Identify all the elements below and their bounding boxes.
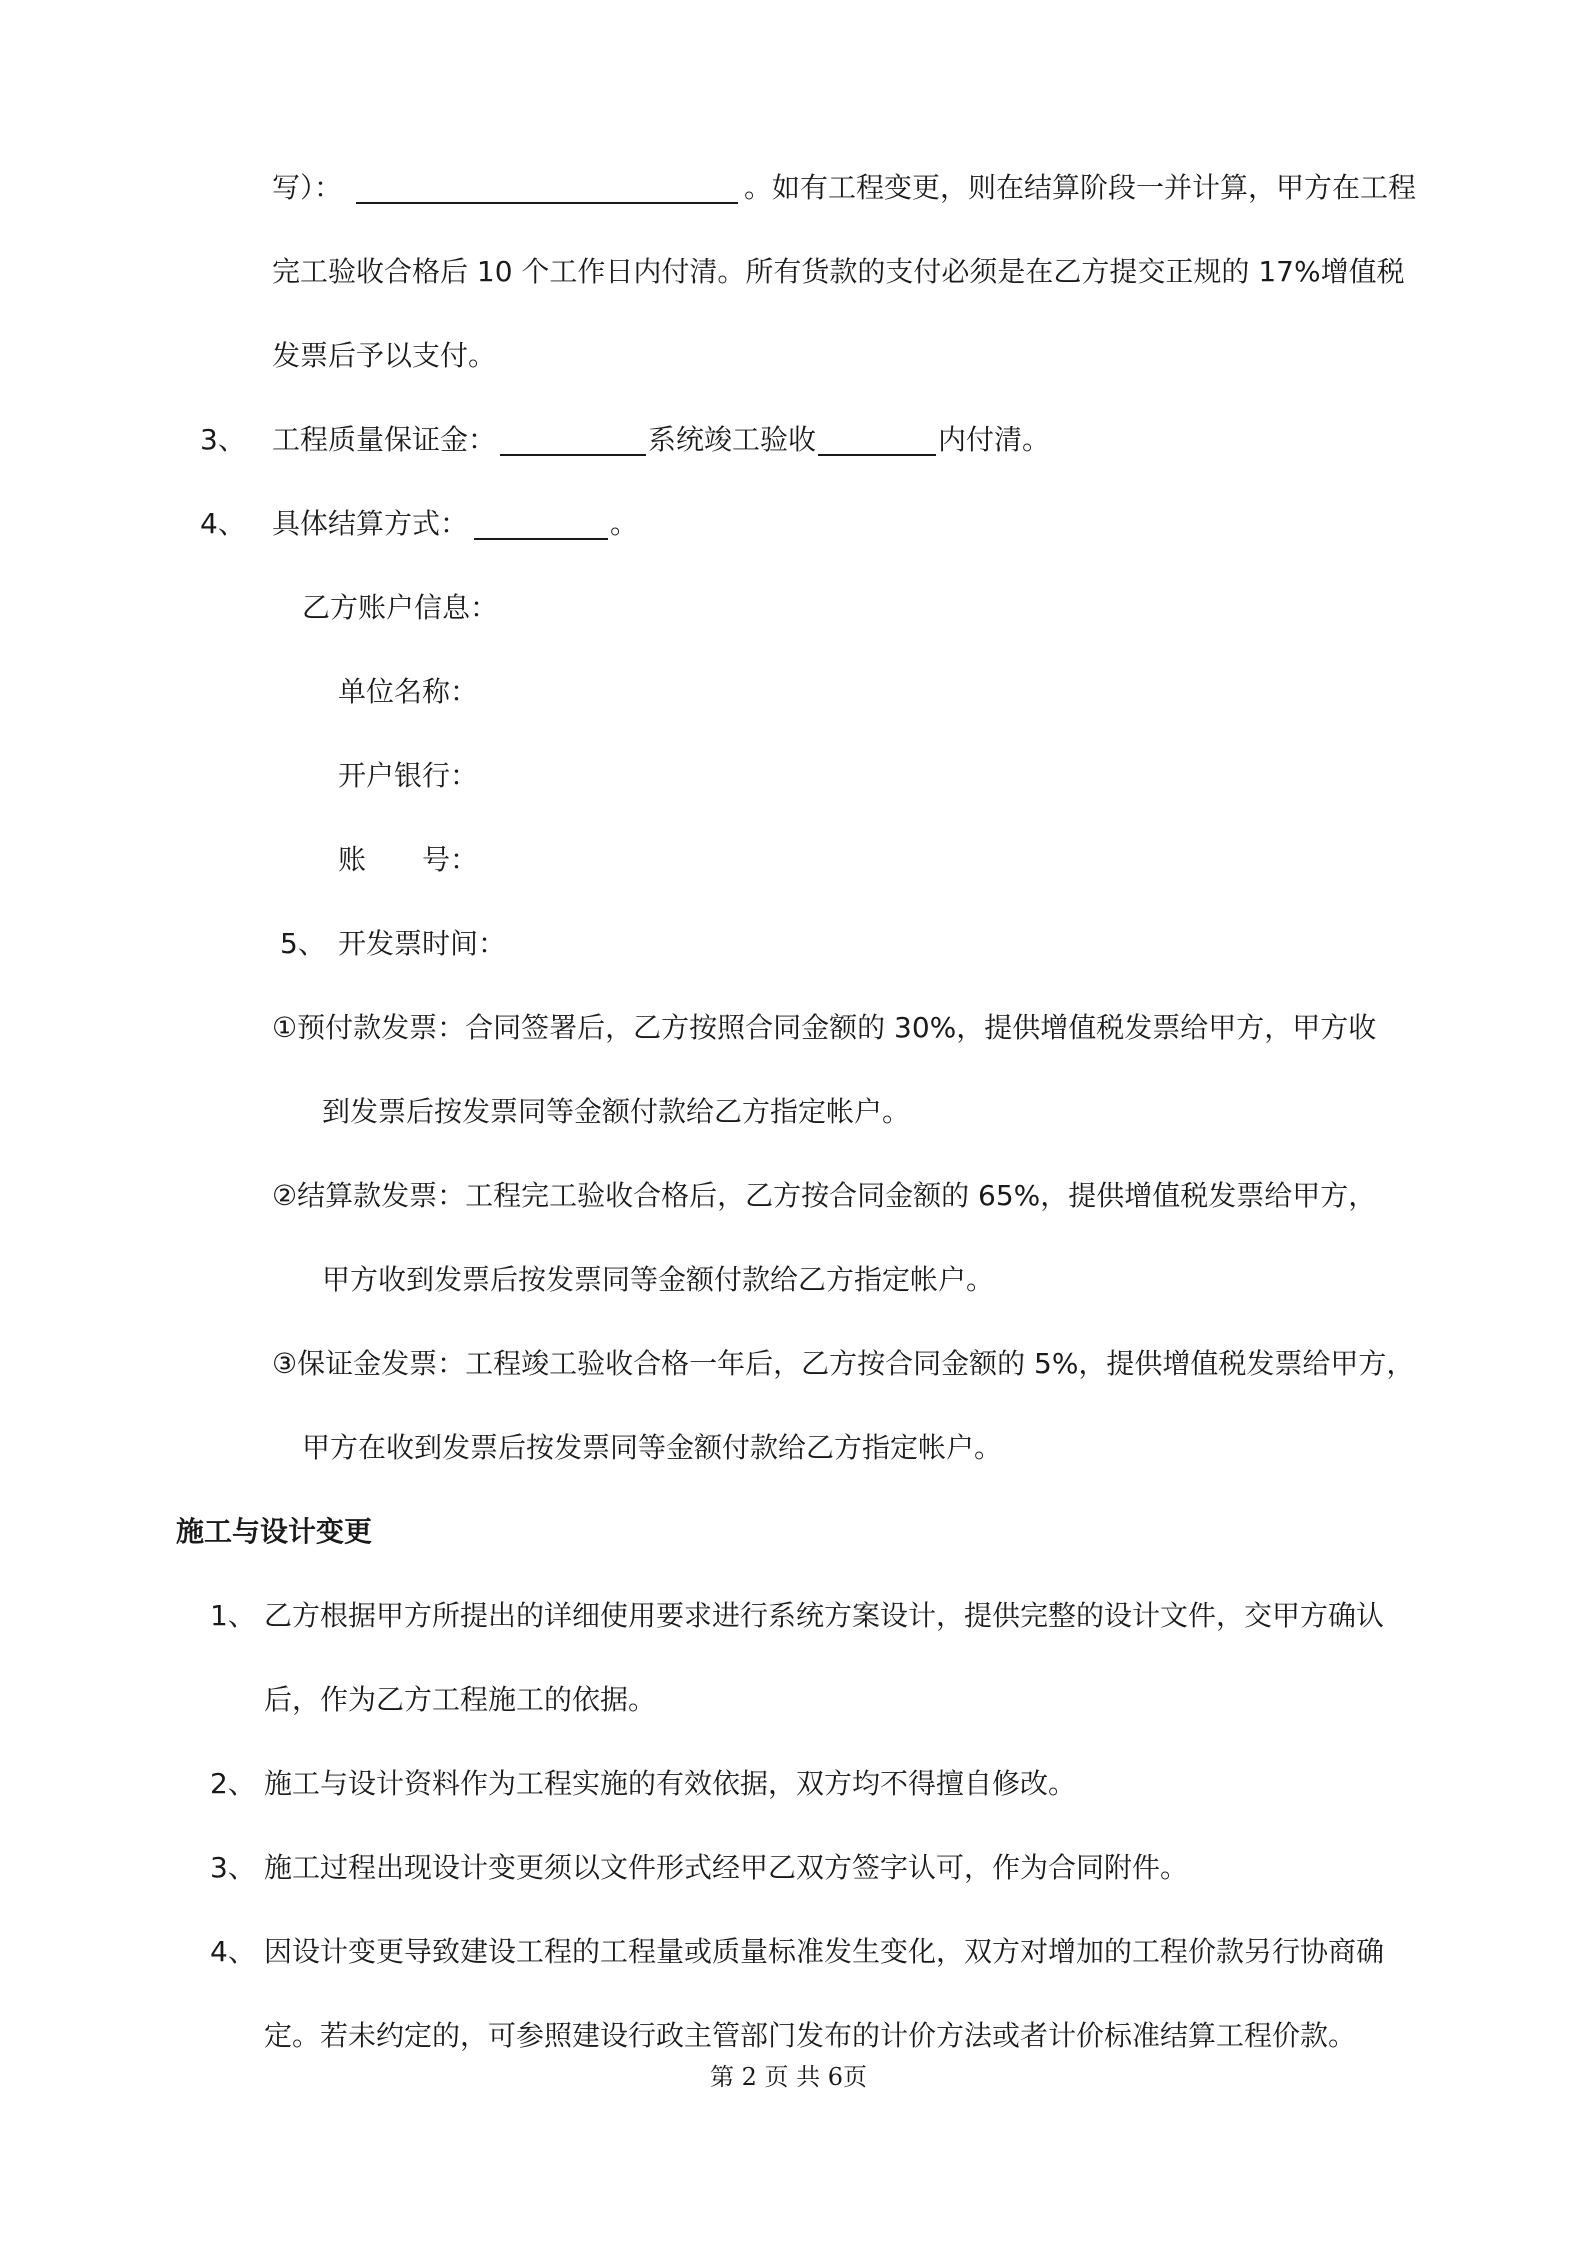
section-item-4-number: 4、 — [210, 1935, 256, 1968]
account-bank-label: 开户银行： — [338, 759, 479, 792]
item-4-suffix: 。 — [610, 507, 639, 540]
section-item-3-line-1: 施工过程出现设计变更须以文件形式经甲乙双方签字认可，作为合同附件。 — [264, 1851, 1189, 1884]
section-item-1-line-2: 后，作为乙方工程施工的依据。 — [264, 1683, 657, 1716]
payment-line-3: 发票后予以支付。 — [272, 339, 497, 372]
item-3-number: 3、 — [200, 423, 246, 456]
section-item-1-line-1: 乙方根据甲方所提出的详细使用要求进行系统方案设计，提供完整的设计文件，交甲方确认 — [264, 1599, 1385, 1632]
section-item-2-line-1: 施工与设计资料作为工程实施的有效依据，双方均不得擅自修改。 — [264, 1767, 1077, 1800]
settlement-invoice-line-2: 甲方收到发票后按发票同等金额付款给乙方指定帐户。 — [322, 1263, 995, 1296]
payment-line-2: 完工验收合格后 10 个工作日内付清。所有货款的支付必须是在乙方提交正规的 17%增值税 — [272, 255, 1405, 288]
page-number-footer: 第 2 页 共 6页 — [710, 2063, 868, 2091]
account-title: 乙方账户信息： — [302, 591, 499, 624]
section-item-1-number: 1、 — [210, 1599, 256, 1632]
payment-line-1-prefix: 写）： — [272, 171, 343, 204]
section-heading: 施工与设计变更 — [176, 1515, 373, 1548]
warranty-period-blank[interactable] — [818, 420, 936, 456]
item-4-line — [272, 504, 638, 544]
item-4-number: 4、 — [200, 507, 246, 540]
settlement-method-blank[interactable] — [474, 504, 608, 540]
section-item-2-number: 2、 — [210, 1767, 256, 1800]
item-3-label: 工程质量保证金： — [272, 423, 497, 456]
item-4-label: 具体结算方式： — [272, 507, 469, 540]
section-item-4-line-2: 定。若未约定的，可参照建设行政主管部门发布的计价方法或者计价标准结算工程价款。 — [264, 2019, 1357, 2052]
advance-invoice-line-1: ①预付款发票：合同签署后，乙方按照合同金额的 30%，提供增值税发票给甲方，甲方收 — [272, 1011, 1377, 1044]
account-number-label: 账 号： — [338, 843, 479, 876]
item-5-number: 5、 — [280, 927, 326, 960]
settlement-invoice-line-1: ②结算款发票：工程完工验收合格后，乙方按合同金额的 65%，提供增值税发票给甲方， — [272, 1179, 1377, 1212]
item-3-middle: 系统竣工验收 — [648, 423, 817, 456]
payment-line-1 — [272, 168, 1416, 208]
advance-invoice-line-2: 到发票后按发票同等金额付款给乙方指定帐户。 — [322, 1095, 911, 1128]
item-5-label: 开发票时间： — [338, 927, 507, 960]
warranty-invoice-line-2: 甲方在收到发票后按发票同等金额付款给乙方指定帐户。 — [302, 1431, 1003, 1464]
item-3-line — [272, 420, 1050, 460]
amount-in-words-blank[interactable] — [356, 168, 738, 204]
item-3-suffix: 内付清。 — [938, 423, 1051, 456]
warranty-amount-blank[interactable] — [500, 420, 646, 456]
payment-line-1-suffix: 。如有工程变更，则在结算阶段一并计算，甲方在工程 — [744, 171, 1417, 204]
section-item-3-number: 3、 — [210, 1851, 256, 1884]
warranty-invoice-line-1: ③保证金发票：工程竣工验收合格一年后，乙方按合同金额的 5%，提供增值税发票给甲方， — [272, 1347, 1415, 1380]
section-item-4-line-1: 因设计变更导致建设工程的工程量或质量标准发生变化，双方对增加的工程价款另行协商确 — [264, 1935, 1385, 1968]
account-name-label: 单位名称： — [338, 675, 479, 708]
